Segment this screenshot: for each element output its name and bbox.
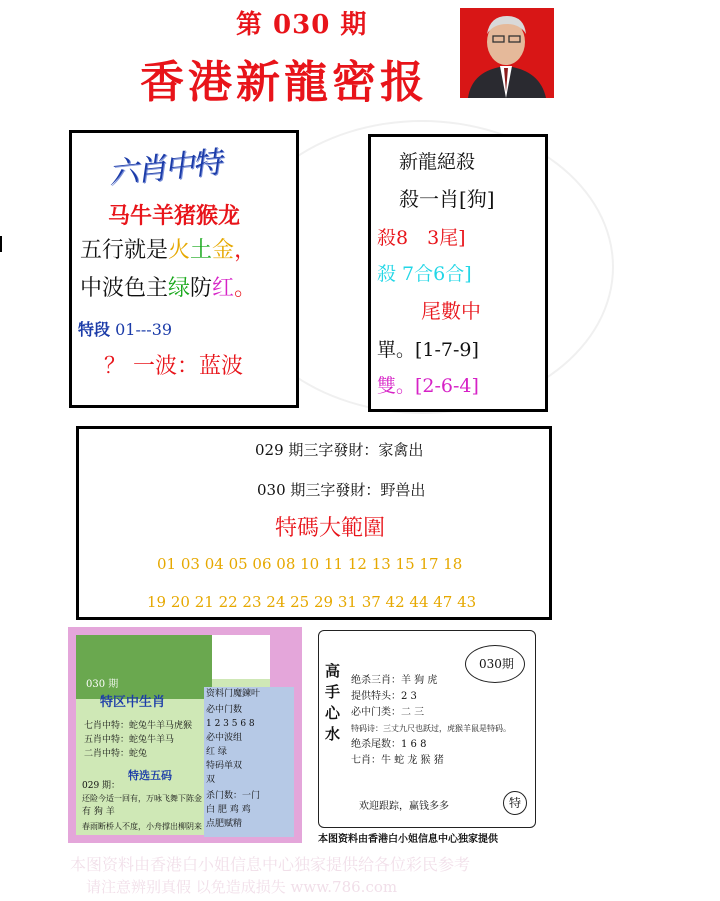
special-range-value: 01---39 — [115, 320, 173, 339]
issue-029-hint: 029 期三字發財：家禽出 — [255, 441, 424, 459]
five-elements-prefix: 五行就是 — [80, 238, 169, 263]
five-elements-comma: ， — [234, 238, 257, 263]
card-right-poem: 特码诗：三丈九尺也跃过，虎猴羊鼠是特码。 — [351, 724, 511, 733]
kill-tail: 殺8 3尾] — [377, 227, 466, 249]
card-left-blank — [212, 635, 270, 679]
tail-hit-title: 尾數中 — [421, 299, 481, 323]
card-right-kill-zodiac: 绝杀三肖：羊 狗 虎 — [351, 675, 438, 686]
prediction-box-right — [368, 134, 548, 412]
range-box — [76, 426, 552, 620]
card-left-foot2: 还险今适一回有，万咏飞舞下陈金 — [82, 794, 202, 803]
watermark-line1: 本图资料由香港白小姐信息中心独家提供给各位彩民参考 — [70, 855, 471, 874]
card-left-side-hong: 红 绿 — [206, 747, 227, 757]
wave-pick: ？ 一波：蓝波 — [104, 354, 243, 379]
wave-color-prefix: 中波色主 — [80, 276, 169, 301]
element-earth: 土 — [190, 238, 213, 263]
card-left-side-title: 资料门魔鍊叶 — [206, 689, 261, 699]
issue-030-hint: 030 期三字發財：野兽出 — [257, 481, 426, 499]
expert-card-right — [318, 630, 536, 828]
card-left-title1: 特区中生肖 — [100, 695, 166, 710]
card-left-foot4: 春雨断桥人不度，小舟撑出柳阴来 — [82, 822, 202, 831]
prediction-box-left — [69, 130, 299, 408]
card-left-row2: 二肖中特：蛇兔 — [84, 749, 148, 759]
wave-guard: 防 — [190, 276, 213, 301]
card-right-te-text: 特 — [508, 796, 521, 810]
kill-title: 新龍絕殺 — [399, 151, 476, 173]
odd-tails: 單。[1-7-9] — [377, 339, 479, 361]
five-elements-line — [80, 233, 256, 264]
card-left-side-shou: 杀门数：一门 — [206, 791, 261, 801]
card-left-side-weishu: 特码单双 — [206, 761, 243, 771]
stamp-liuxiao: 六肖中特 — [106, 145, 222, 192]
zodiac-list: 马牛羊猪猴龙 — [108, 203, 241, 229]
special-range-line — [78, 317, 172, 340]
even-tails: 雙。[2-6-4] — [377, 375, 479, 397]
card-right-head: 提供特头：2 3 — [351, 691, 417, 702]
card-right-kill-tail: 绝杀尾数：1 6 8 — [351, 739, 427, 750]
card-left-side-bo: 必中波组 — [206, 733, 243, 743]
element-gold: 金 — [212, 238, 235, 263]
card-right-doors: 必中门类：二 三 — [351, 707, 425, 718]
card-right-seven: 七肖：牛 蛇 龙 猴 猪 — [351, 755, 444, 766]
zodiac-card-left — [68, 627, 302, 843]
range-numbers-row2: 19 20 21 22 23 24 25 29 31 37 42 44 47 43 — [147, 593, 477, 611]
card-left-issue: 030 期 — [86, 679, 119, 690]
watermark-line2: 请注意辨别真假 以免造成损失 www.786.com — [86, 878, 398, 896]
range-numbers-row1: 01 03 04 05 06 08 10 11 12 13 15 17 18 — [157, 555, 463, 573]
issue-number: 第 030 期 — [236, 10, 368, 40]
element-fire: 火 — [168, 238, 191, 263]
card-left-side-foot: 点肥赋精 — [206, 819, 243, 829]
edge-mark — [0, 236, 2, 252]
card-left-side-bai: 白 肥 鸡 鸡 — [206, 805, 251, 815]
card-right-side-title: 高手心水 — [325, 662, 341, 743]
card-left-side-shuang: 双 — [206, 775, 216, 785]
card-left-foot1: 029 期： — [82, 781, 121, 791]
kill-zodiac: 殺一肖[狗] — [399, 187, 495, 211]
cloud-badge-text: 030期 — [479, 657, 514, 671]
card-left-foot3: 有 狗 羊 — [82, 807, 115, 817]
wave-red: 红 — [212, 276, 235, 301]
wave-color-line — [80, 271, 256, 302]
card-left-side-nums: 1 2 3 5 6 8 — [206, 719, 255, 729]
card-left-row7: 七肖中特：蛇兔牛羊马虎猴 — [84, 721, 193, 731]
page-title: 香港新龍密报 — [140, 57, 428, 108]
portrait-photo — [460, 8, 554, 98]
card-right-caption: 本图资料由香港白小姐信息中心独家提供 — [318, 834, 498, 845]
range-heading: 特碼大範圍 — [275, 516, 386, 541]
card-right-welcome: 欢迎跟踪，赢钱多多 — [359, 801, 449, 812]
kill-combo: 殺 7合6合] — [377, 263, 472, 285]
card-left-title2: 特选五码 — [128, 769, 172, 782]
card-left-row5: 五肖中特：蛇兔牛羊马 — [84, 735, 175, 745]
wave-period: 。 — [234, 276, 257, 301]
card-right-te-badge — [503, 791, 527, 815]
wave-green: 绿 — [168, 276, 191, 301]
card-left-side-men: 必中门数 — [206, 705, 243, 715]
special-range-label: 特段 — [78, 320, 111, 339]
